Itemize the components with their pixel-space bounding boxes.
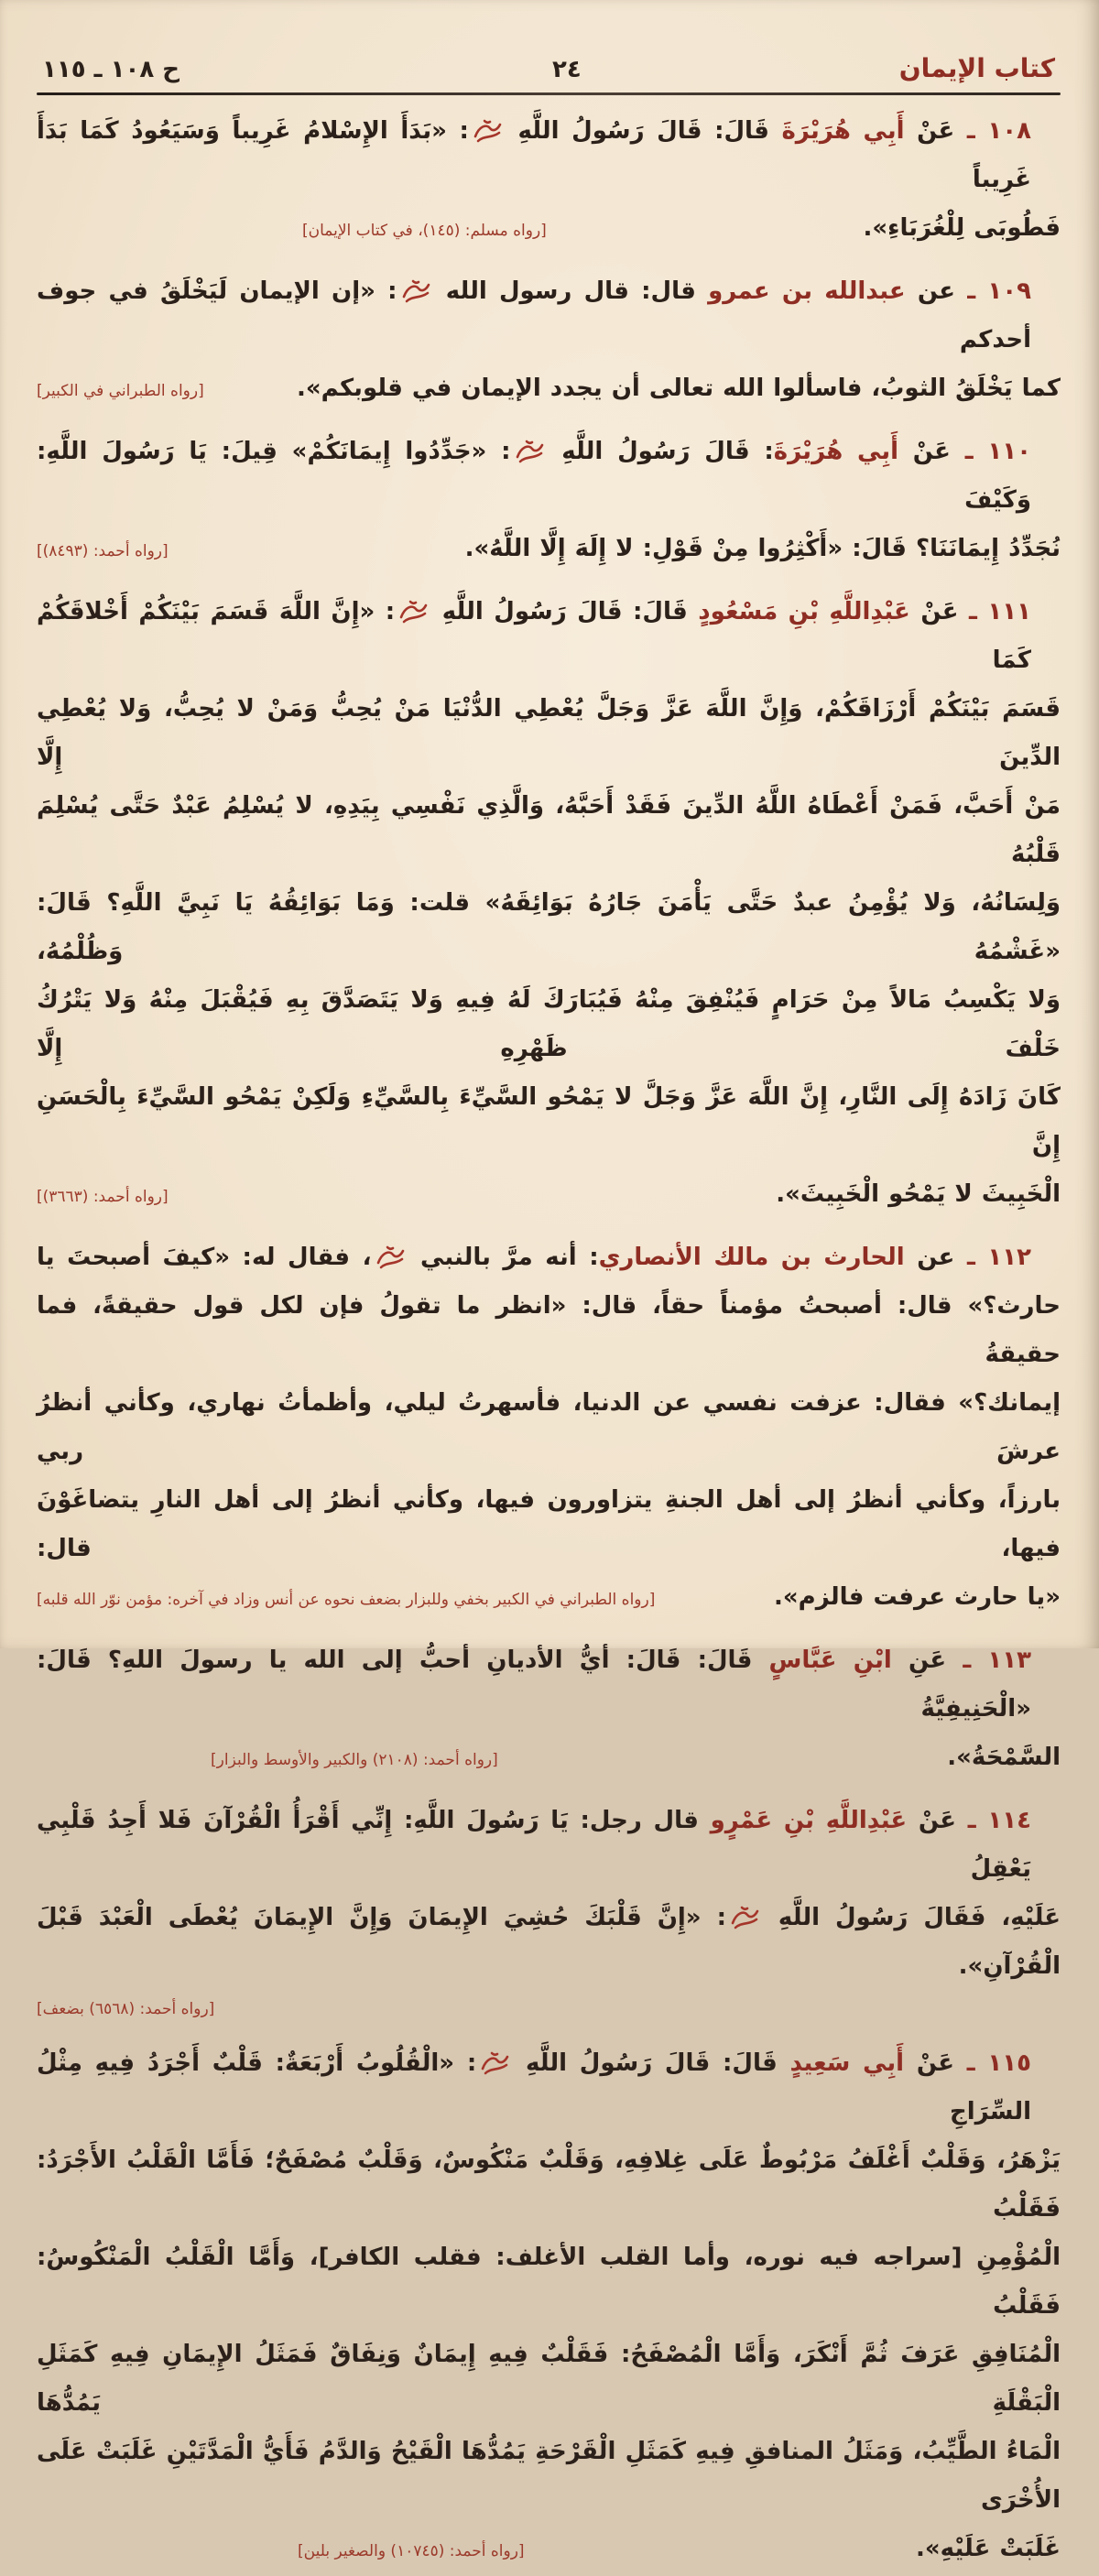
hadith-line — [37, 1234, 1061, 1282]
hadith-line — [37, 1379, 1061, 1476]
hadith-line — [37, 1894, 1061, 1991]
hadith-text: عَنْ — [898, 438, 951, 465]
hadith-list — [37, 107, 1061, 2576]
hadith-line — [37, 1170, 1061, 1222]
hadith-line — [37, 2428, 1061, 2525]
hadith-text: الْمُنَافِقِ عَرَفَ ثُمَّ أَنْكَرَ، وَأَمَّا الْمُصْفَحُ: فَقَلْبٌ فِيهِ إِيمَانٌ وَنِفَاقٌ فَمَثَلُ الإِيمَانِ فِيهِ كَمَثَلِ الْبَقْلَةِ يَمُدُّهَا — [37, 2341, 1061, 2417]
hadith-109 — [37, 267, 1061, 416]
hadith-range: ح ١٠٨ ـ ١١٥ — [42, 56, 180, 83]
hadith-line — [37, 2136, 1061, 2234]
narrator-name: عَبْدِاللَّهِ بْنِ مَسْعُودٍ — [698, 598, 910, 625]
hadith-text: غَلَبَتْ عَلَيْهِ». — [916, 2535, 1061, 2562]
hadith-text: : «إن الإيمان لَيَخْلَقُ في جوف أحدكم — [37, 277, 1031, 353]
hadith-text: بارزاً، وكأني أنظرُ إلى أهل الجنةِ يتزاورون فيها، وكأني أنظرُ إلى أهل النارِ يتضاغَوْنَ فيها، قال: — [37, 1486, 1061, 1562]
hadith-text: نُجَدِّدُ إِيمَانَنَا؟ قَالَ: «أَكْثِرُوا مِنْ قَوْلِ: لا إِلَهَ إِلَّا اللَّهُ». — [464, 535, 1061, 562]
hadith-text: : «إِنَّ اللَّهَ قَسَمَ بَيْنَكُمْ أَخْلاقَكُمْ كَمَا — [37, 598, 1031, 674]
pbuh-icon — [400, 278, 431, 304]
hadith-line — [37, 204, 1061, 255]
hadith-line — [37, 1476, 1061, 1573]
hadith-number: ١١٤ ـ — [956, 1807, 1031, 1834]
hadith-text: : «جَدِّدُوا إِيمَانَكُمْ» قِيلَ: يَا رَسُولَ اللَّهِ: وَكَيْفَ — [37, 438, 1031, 514]
hadith-number: ١١٢ ـ — [954, 1244, 1031, 1271]
hadith-line — [37, 364, 1061, 416]
citation: [رواه أحمد: (٨٤٩٣)] — [37, 542, 169, 560]
hadith-text: وَلِسَانُهُ، وَلا يُؤْمِنُ عبدٌ حَتَّى يَأْمَنَ جَارُهُ بَوَائِقَهُ» قلت: وَمَا بَوَائِقُهُ يَا نَبِيَّ اللَّهِ؟ قَالَ: «غَشْمُهُ وَظُلْمُهُ، — [37, 889, 1061, 965]
hadith-line — [37, 782, 1061, 879]
narrator-name: عبدالله بن عمرو — [708, 277, 906, 305]
citation: [رواه الطبراني في الكبير] — [37, 382, 204, 400]
hadith-text: : «إِنَّ قَلْبَكَ حُشِيَ الإِيمَانَ وَإِنَّ الإِيمَانَ يُعْطَى الْعَبْدَ قَبْلَ الْقُرْآنِ». — [37, 1904, 1061, 1980]
narrator-name: الحارث بن مالك الأنصاري — [598, 1244, 905, 1271]
hadith-text: قال: قال رسول الله — [433, 277, 709, 305]
hadith-text: الْمُؤْمِنِ [سراجه فيه نوره، وأما القلب الأغلف: فقلب الكافر]، وَأَمَّا الْقَلْبُ الْمَنْكُوسُ: فَقَلْبُ — [37, 2244, 1061, 2320]
citation: [رواه الطبراني في الكبير بخفي وللبزار بضعف نحوه عن أنس وزاد في آخره: مؤمن نوّر الله قلبه] — [37, 1591, 656, 1609]
hadith-line — [37, 1636, 1061, 1734]
citation: [رواه أحمد: (١٠٧٤٥) والصغير بلين] — [298, 2542, 525, 2560]
hadith-line — [37, 588, 1061, 685]
hadith-text — [947, 1734, 1061, 1782]
hadith-text: : قَالَ رَسُولُ اللَّهِ — [547, 438, 774, 465]
hadith-111 — [37, 588, 1061, 1222]
hadith-text: قال رجل: يَا رَسُولَ اللَّهِ: إِنِّي أَقْرَأُ الْقُرْآنَ فَلا أَجِدُ قَلْبِي يَعْقِلُ — [37, 1807, 1031, 1883]
hadith-text: الْخَبِيثَ لا يَمْحُو الْخَبِيثَ». — [776, 1180, 1061, 1208]
hadith-text: وَلا يَكْسِبُ مَالاً مِنْ حَرَامٍ فَيُنْفِقَ مِنْهُ فَيُبَارَكَ لَهُ فِيهِ وَلا يَتَصَدَّقَ بِهِ فَيُقْبَلَ مِنْهُ وَلا يَتْرُكُ خَلْفَ ظَهْرِهِ إِلَّا — [37, 986, 1061, 1062]
hadith-line — [37, 976, 1061, 1073]
hadith-line — [37, 1797, 1061, 1894]
pbuh-icon — [514, 439, 545, 464]
hadith-line — [37, 879, 1061, 976]
hadith-number: ١٠٨ ـ — [954, 117, 1031, 145]
page-header — [37, 53, 1061, 83]
hadith-line — [37, 2234, 1061, 2331]
hadith-line — [37, 685, 1061, 782]
hadith-line — [37, 107, 1061, 204]
hadith-text: عن — [904, 1244, 955, 1271]
citation: [رواه أحمد: (٦٥٦٨) بضعف] — [37, 2000, 215, 2018]
pbuh-icon — [729, 1905, 760, 1930]
hadith-line — [37, 2039, 1061, 2136]
hadith-text — [864, 204, 1061, 253]
hadith-110 — [37, 428, 1061, 576]
hadith-number: ١١٥ ـ — [954, 2049, 1031, 2077]
hadith-text — [776, 1170, 1061, 1219]
narrator-name: عَبْدِاللَّهِ بْنِ عَمْرٍو — [710, 1807, 908, 1834]
hadith-text: حارث؟» قال: أصبحتُ مؤمناً حقاً، قال: «انظر ما تقولُ فإن لكل قول حقيقةً، فما حقيقةُ — [37, 1292, 1061, 1368]
narrator-name: أَبِي هُرَيْرَةَ — [773, 438, 899, 465]
hadith-text: قَالَ: قَالَ: أيُّ الأديانِ أحبُّ إلى الله يا رسولَ اللهِ؟ قَالَ: «الْحَنِيفِيَّةُ — [37, 1647, 1031, 1723]
hadith-number: ١٠٩ ـ — [955, 277, 1031, 305]
hadith-112 — [37, 1234, 1061, 1625]
hadith-text: قَالَ: قَالَ رَسُولُ اللَّهِ — [505, 117, 782, 145]
hadith-line — [37, 1573, 1061, 1625]
narrator-name: أَبِي هُرَيْرَةَ — [781, 117, 905, 145]
hadith-line — [37, 428, 1061, 525]
hadith-line — [37, 2525, 1061, 2576]
hadith-line — [37, 1282, 1061, 1379]
hadith-text: قَالَ: قَالَ رَسُولُ اللَّهِ — [431, 598, 699, 625]
hadith-line — [37, 1073, 1061, 1170]
hadith-113 — [37, 1636, 1061, 1785]
hadith-line — [37, 267, 1061, 364]
hadith-text — [774, 1573, 1061, 1622]
hadith-text: الْمَاءُ الطَّيِّبُ، وَمَثَلُ المنافقِ فِيهِ كَمَثَلِ الْقَرْحَةِ يَمُدُّهَا الْقَيْحُ وَالدَّمُ فَأَيُّ الْمَدَّتَيْنِ غَلَبَتْ عَلَى الأُخْرَى — [37, 2438, 1061, 2514]
citation: [رواه أحمد: (٣٦٦٣)] — [37, 1188, 169, 1206]
hadith-line — [37, 1734, 1061, 1785]
hadith-line — [37, 2331, 1061, 2428]
hadith-number: ١١١ ـ — [958, 598, 1031, 625]
hadith-text: قَسَمَ بَيْنَكُمْ أَرْزَاقَكُمْ، وَإِنَّ اللَّهَ عَزَّ وَجَلَّ يُعْطِي الدُّنْيَا مَنْ يُحِبُّ وَمَنْ لا يُحِبُّ، وَلا يُعْطِي الدِّينَ إِلَّا — [37, 695, 1061, 771]
hadith-114 — [37, 1797, 1061, 2027]
pbuh-icon — [479, 2050, 510, 2076]
hadith-text: يَزْهَرُ، وَقَلْبٌ أَغْلَفُ مَرْبُوطٌ عَلَى غِلافِهِ، وَقَلْبٌ مَنْكُوسٌ، وَقَلْبٌ مُصْفَحٌ؛ فَأَمَّا الْقَلْبُ الأَجْرَدُ: فَقَلْبُ — [37, 2147, 1061, 2223]
pbuh-icon — [472, 118, 503, 144]
hadith-text: كما يَخْلَقُ الثوبُ، فاسألوا الله تعالى أن يجدد الإيمان في قلوبكم». — [297, 375, 1061, 402]
hadith-number: ١١٠ ـ — [950, 438, 1031, 465]
hadith-text: ، فقال له: «كيفَ أصبحتَ يا — [37, 1244, 372, 1271]
narrator-name: أَبِي سَعِيدٍ — [789, 2049, 905, 2077]
hadith-text: «يا حارث عرفت فالزم». — [773, 1583, 1061, 1611]
book-title: كتاب الإيمان — [898, 53, 1055, 83]
citation-line — [37, 1991, 1061, 2027]
hadith-text: السَّمْحَةُ». — [947, 1744, 1061, 1771]
hadith-text: إيمانك؟» فقال: عزفت نفسي عن الدنيا، فأسهرتُ ليلي، وأظمأتُ نهاري، وكأني أنظرُ عرشَ ربي — [37, 1389, 1061, 1465]
citation: [رواه مسلم: (١٤٥)، في كتاب الإيمان] — [302, 222, 547, 240]
hadith-text: مَنْ أَحَبَّ، فَمَنْ أَعْطَاهُ اللَّهُ الدِّينَ فَقَدْ أَحَبَّهُ، وَالَّذِي نَفْسِي بِيَدِهِ، لا يُسْلِمُ عَبْدٌ حَتَّى يُسْلِمَ قَلْبُهُ — [37, 792, 1061, 868]
hadith-text: عَنْ — [904, 117, 955, 145]
hadith-text: : «الْقُلُوبُ أَرْبَعَةٌ: قَلْبٌ أَجْرَدُ فِيهِ مِثْلُ السِّرَاجِ — [37, 2049, 1031, 2125]
hadith-text: قَالَ: قَالَ رَسُولُ اللَّهِ — [513, 2049, 790, 2077]
hadith-text: عن — [905, 277, 956, 305]
hadith-text: عَنْ — [904, 2049, 954, 2077]
hadith-108 — [37, 107, 1061, 255]
header-rule — [37, 92, 1061, 95]
citation: [رواه أحمد: (٢١٠٨) والكبير والأوسط والبزار] — [211, 1751, 498, 1769]
pbuh-icon — [375, 1245, 406, 1270]
narrator-name: ابْنِ عَبَّاسٍ — [768, 1647, 892, 1674]
pbuh-icon — [397, 599, 429, 625]
page-number: ٢٤ — [552, 56, 582, 83]
hadith-text — [916, 2525, 1061, 2573]
hadith-text: : «بَدَأَ الإِسْلامُ غَرِيباً وَسَيَعُودُ كَمَا بَدَأَ غَرِيباً — [37, 117, 1031, 193]
hadith-text: عَنِ — [891, 1647, 947, 1674]
hadith-115 — [37, 2039, 1061, 2576]
hadith-line — [37, 525, 1061, 576]
hadith-text: كَانَ زَادَهُ إِلَى النَّارِ، إِنَّ اللَّهَ عَزَّ وَجَلَّ لا يَمْحُو السَّيِّءَ بِالسَّيِّءِ وَلَكِنْ يَمْحُو السَّيِّءَ بِالْحَسَنِ إِنَّ — [37, 1083, 1061, 1159]
hadith-text — [297, 364, 1061, 413]
hadith-text — [465, 525, 1061, 573]
hadith-text: عَنْ — [909, 598, 959, 625]
hadith-text: فَطُوبَى لِلْغُرَبَاءِ». — [863, 214, 1061, 242]
hadith-text: عَنْ — [907, 1807, 957, 1834]
hadith-number: ١١٣ ـ — [946, 1647, 1031, 1674]
hadith-text: : أنه مرَّ بالنبي — [408, 1244, 599, 1271]
hadith-text: عَلَيْهِ، فَقَالَ رَسُولُ اللَّهِ — [762, 1904, 1061, 1931]
